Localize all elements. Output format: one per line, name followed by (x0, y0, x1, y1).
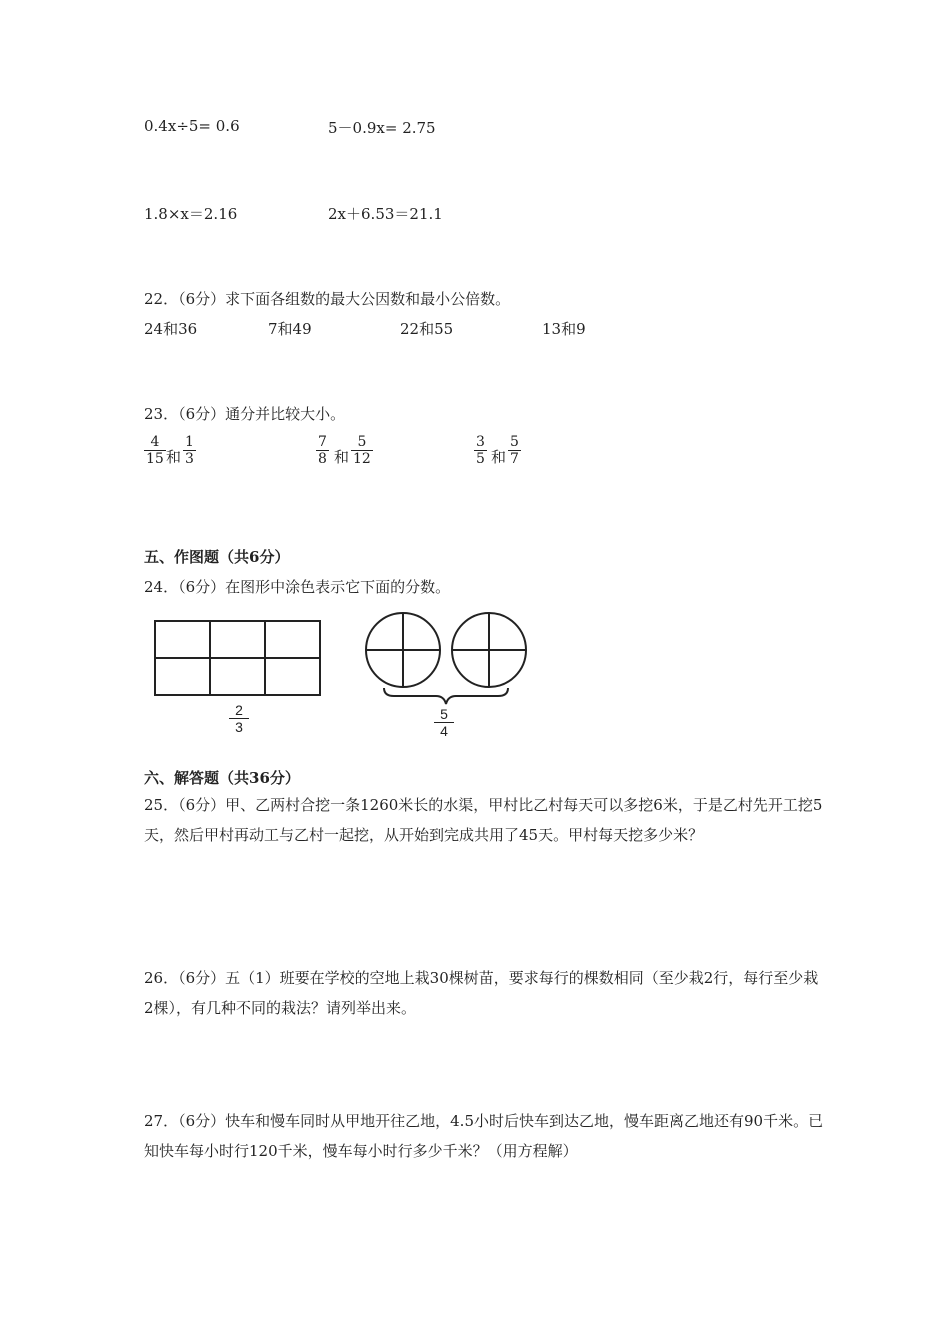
fraction: 5 12 (353, 434, 371, 467)
q22-pair-4: 13和9 (542, 320, 586, 338)
question-23-title: 23．（6分）通分并比较大小。 (144, 405, 346, 423)
fraction: 4 15 (146, 434, 164, 467)
rect-fraction: 2 3 (229, 702, 249, 735)
question-22-title: 22．（6分）求下面各组数的最大公因数和最小公倍数。 (144, 290, 511, 308)
q22-pair-1: 24和36 (144, 320, 198, 338)
question-26: 26．（6分）五（1）班要在学校的空地上栽30棵树苗，要求每行的棵数相同（至少栽2行，每行至少栽2棵），有几种不同的栽法？请列举出来。 (144, 969, 819, 1017)
equation-3: 1.8×x＝2.16 (144, 205, 238, 223)
equation-1: 0.4x÷5= 0.6 (144, 117, 240, 135)
and-text: 和 (491, 448, 507, 466)
circle-2 (452, 613, 526, 687)
equation-4: 2x＋6.53＝21.1 (328, 205, 443, 223)
fraction: 7 8 (318, 434, 327, 467)
fraction: 5 7 (510, 434, 519, 467)
equation-2: 5－0.9x= 2.75 (328, 119, 436, 137)
brace (384, 688, 508, 704)
circle-fraction: 5 4 (434, 706, 454, 739)
fraction: 1 3 (185, 434, 194, 467)
section-6-title: 六、解答题（共36分） (144, 769, 300, 787)
section-5-title: 五、作图题（共6分） (144, 548, 290, 566)
q22-pair-2: 7和49 (268, 320, 312, 338)
circle-1 (366, 613, 440, 687)
and-text: 和 (334, 448, 350, 466)
circles-figure (360, 606, 540, 712)
and-text: 和 (166, 448, 182, 466)
q22-pair-3: 22和55 (400, 320, 454, 338)
question-27: 27．（6分）快车和慢车同时从甲地开往乙地，4.5小时后快车到达乙地，慢车距离乙地还有90千米。已知快车每小时行120千米，慢车每小时行多少千米？（用方程解） (144, 1112, 824, 1160)
fraction: 3 5 (476, 434, 485, 467)
question-25: 25．（6分）甲、乙两村合挖一条1260米长的水渠，甲村比乙村每天可以多挖6米，于是乙村先开工挖5天，然后甲村再动工与乙村一起挖，从开始到完成共用了45天。甲村每天挖多少米？ (144, 796, 823, 844)
question-24-title: 24．（6分）在图形中涂色表示它下面的分数。 (144, 578, 451, 596)
